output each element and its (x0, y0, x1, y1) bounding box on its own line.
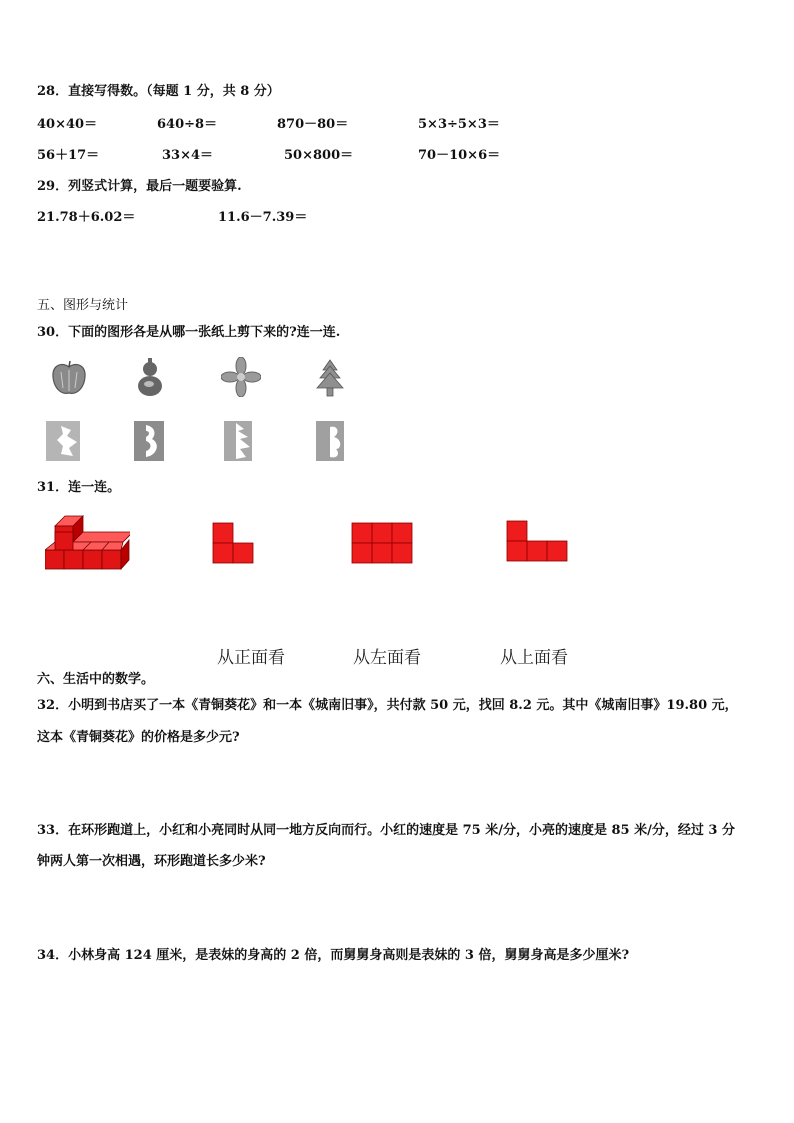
q29-title: 29．列竖式计算，最后一题要验算. (37, 179, 242, 194)
q30-title: 30．下面的图形各是从哪一张纸上剪下来的?连一连. (37, 325, 341, 340)
gourd-icon[interactable] (134, 356, 166, 398)
view-label-front[interactable]: 从正面看 (217, 648, 285, 668)
view-label-left[interactable]: 从左面看 (353, 648, 421, 668)
view-shape-1[interactable] (212, 522, 256, 566)
q28-item-2: 640÷8＝ (157, 117, 218, 132)
q33-line1: 33．在环形跑道上，小红和小亮同时从同一地方反向而行。小红的速度是 75 米/分，小亮的速度是 85 米/分，经过 3 分 (37, 823, 735, 838)
q28-item-5: 56＋17＝ (37, 148, 100, 163)
section6-title: 六、生活中的数学。 (37, 672, 155, 687)
q28-item-4: 5×3÷5×3＝ (418, 117, 500, 132)
q28-item-1: 40×40＝ (37, 117, 98, 132)
paper-cut-1[interactable] (45, 420, 83, 462)
cube-stack-3d[interactable] (45, 510, 130, 572)
paper-cut-4[interactable] (314, 419, 348, 463)
q29-item-2: 11.6－7.39＝ (218, 210, 308, 225)
q34-line1: 34．小林身高 124 厘米，是表妹的身高的 2 倍，而舅舅身高则是表妹的 3 倍，舅舅身高是多少厘米? (37, 948, 630, 963)
q28-title: 28．直接写得数。（每题 1 分，共 8 分） (37, 84, 280, 99)
paper-cut-2[interactable] (132, 419, 166, 463)
q28-item-6: 33×4＝ (162, 148, 214, 163)
q33-line2: 钟两人第一次相遇，环形跑道长多少米? (37, 854, 266, 869)
q32-line2: 这本《青铜葵花》的价格是多少元? (37, 730, 240, 745)
section5-title: 五、图形与统计 (37, 298, 129, 313)
tree-icon[interactable] (315, 358, 345, 398)
view-label-top[interactable]: 从上面看 (500, 648, 568, 668)
q29-item-1: 21.78＋6.02＝ (37, 210, 136, 225)
q31-title: 31．连一连。 (37, 480, 121, 495)
flower-icon[interactable] (221, 357, 261, 397)
q28-item-3: 870－80＝ (277, 117, 349, 132)
q28-item-7: 50×800＝ (284, 148, 354, 163)
apple-icon[interactable] (49, 358, 89, 398)
q28-item-8: 70－10×6＝ (418, 148, 501, 163)
view-shape-3[interactable] (506, 520, 570, 564)
view-shape-2[interactable] (351, 522, 415, 566)
q32-line1: 32．小明到书店买了一本《青铜葵花》和一本《城南旧事》，共付款 50 元，找回 8.2 元。其中《城南旧事》19.80 元， (37, 698, 738, 713)
paper-cut-3[interactable] (222, 419, 256, 463)
